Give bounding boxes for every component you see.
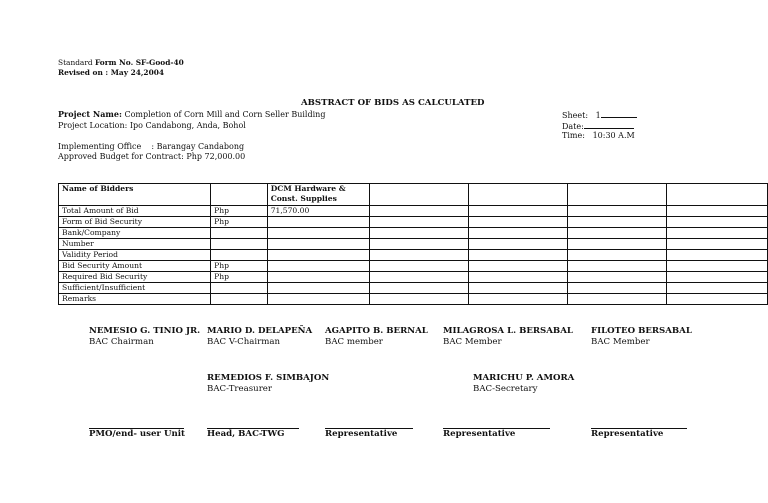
signatory-treasurer: REMEDIOS F. SIMBAJON BAC-Treasurer <box>207 373 330 394</box>
table-row: Bid Security Amount Php <box>59 261 768 272</box>
role-representative-2: Representative <box>443 429 516 439</box>
revised-date: Revised on : May 24,2004 <box>58 68 164 77</box>
table-row: Required Bid Security Php <box>59 272 768 283</box>
date-field: Date: <box>562 120 634 132</box>
table-row: Sufficient/Insufficient <box>59 283 768 294</box>
bidders-header: Name of Bidders <box>59 184 211 206</box>
table-row: Bank/Company <box>59 228 768 239</box>
role-head-twg: Head, BAC-TWG <box>207 429 285 439</box>
role-representative-3: Representative <box>591 429 664 439</box>
sheet-field: Sheet: 1 <box>562 109 637 121</box>
signatory-chairman: NEMESIO G. TINIO JR. BAC Chairman <box>89 326 201 347</box>
table-header-row <box>59 184 768 206</box>
table-row: Number <box>59 239 768 250</box>
signatory-member-1: AGAPITO B. BERNAL BAC member <box>325 326 428 347</box>
bids-table <box>58 183 768 305</box>
implementing-office: Implementing Office : Barangay Candabong <box>58 142 245 151</box>
table-row: Validity Period <box>59 250 768 261</box>
project-name: Project Name: Completion of Corn Mill and Corn Seller Building <box>58 109 326 119</box>
table-row: Form of Bid Security Php <box>59 217 768 228</box>
bidder-name: DCM Hardware & Const. Supplies <box>267 184 370 206</box>
signatory-secretary: MARICHU P. AMORA BAC-Secretary <box>473 373 575 394</box>
signatory-member-3: FILOTEO BERSABAL BAC Member <box>591 326 692 347</box>
form-number: Standard Form No. SF-Good-40 <box>58 58 184 67</box>
role-representative-1: Representative <box>325 429 398 439</box>
time-field: Time: 10:30 A.M <box>562 131 635 140</box>
document-title: ABSTRACT OF BIDS AS CALCULATED <box>301 98 485 108</box>
table-row: Remarks <box>59 294 768 305</box>
signatory-vice-chairman: MARIO D. DELAPEÑA BAC V-Chairman <box>207 326 313 347</box>
project-location: Project Location: Ipo Candabong, Anda, Bohol <box>58 121 246 130</box>
table-row: Total Amount of Bid Php 71,570.00 <box>59 206 768 217</box>
role-pmo: PMO/end- user Unit <box>89 429 185 439</box>
approved-budget: Approved Budget for Contract: Php 72,000.00 <box>58 152 246 161</box>
signatory-member-2: MILAGROSA L. BERSABAL BAC Member <box>443 326 573 347</box>
